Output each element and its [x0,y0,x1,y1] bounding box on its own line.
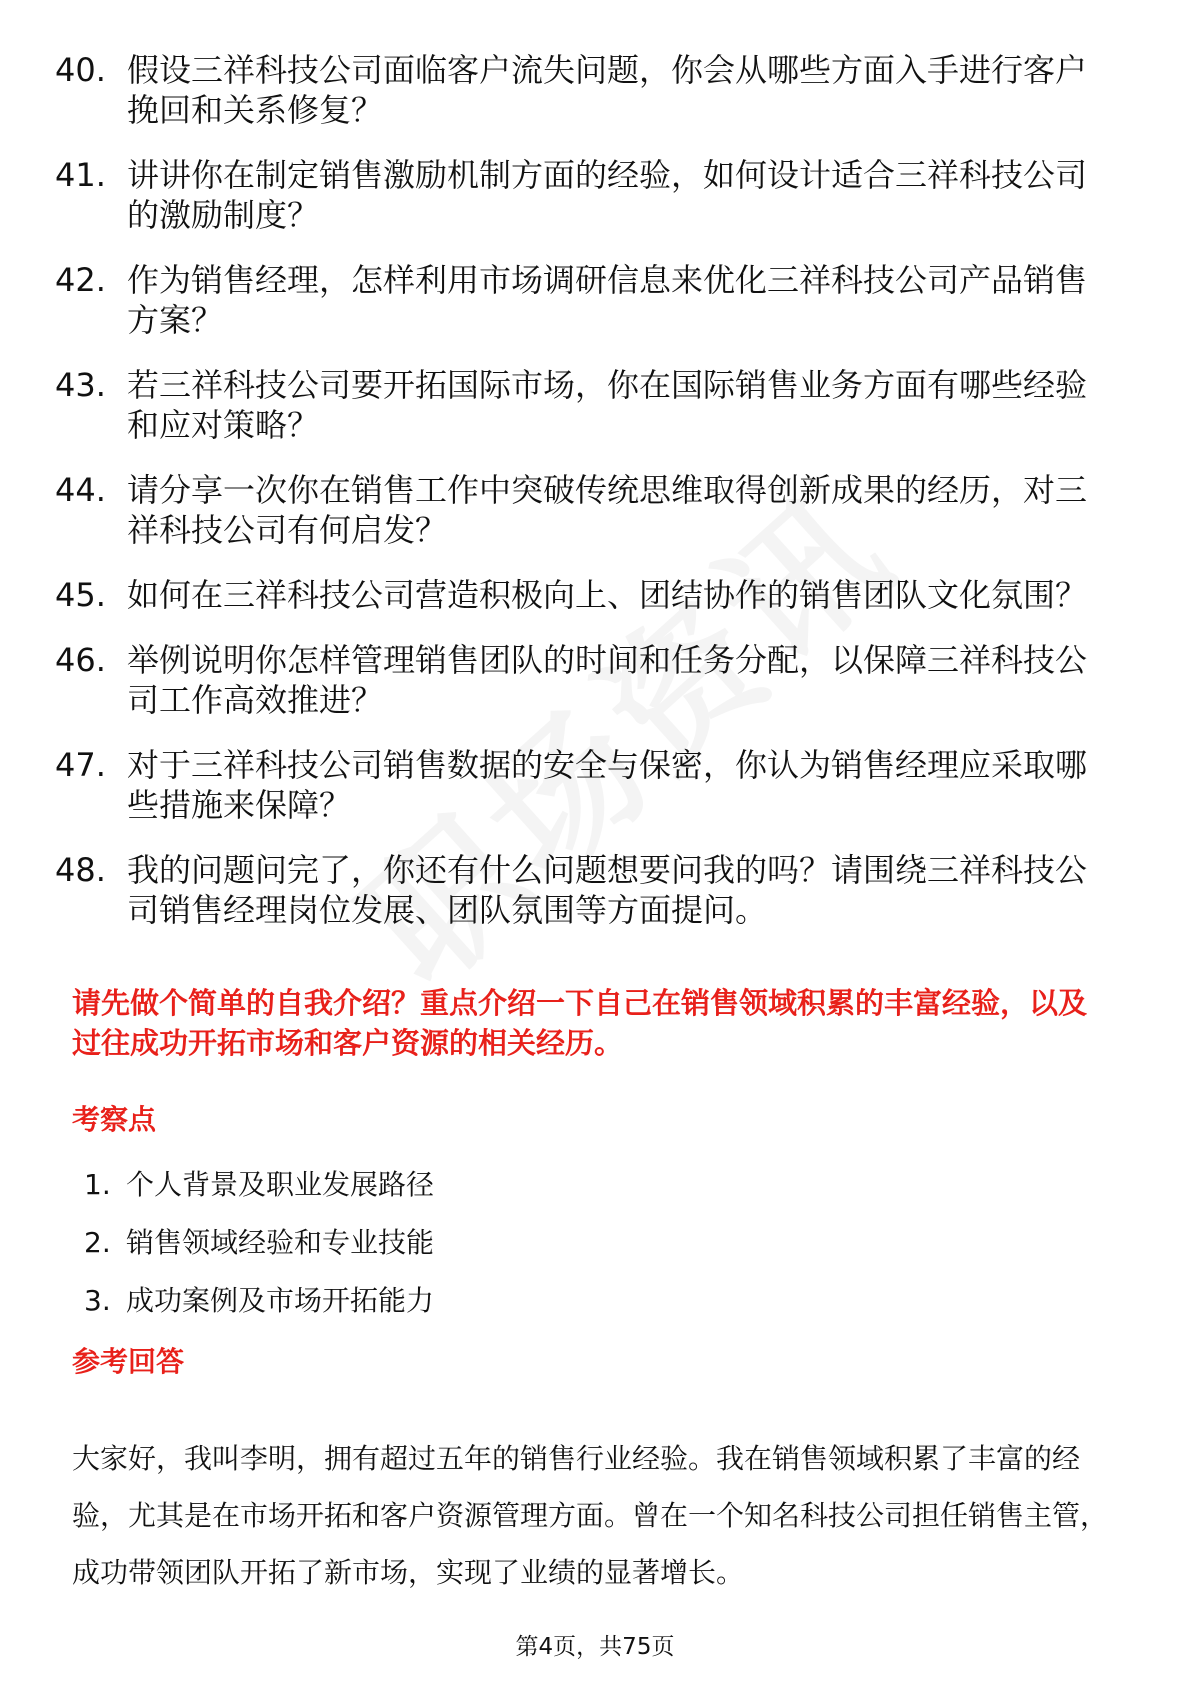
question-list [55,50,1115,955]
question-item [55,745,1115,825]
question-number: 42. [55,261,106,299]
question-item [55,850,1115,930]
question-item [55,640,1115,720]
question-item [55,155,1115,235]
point-number: 1. [84,1168,111,1201]
question-number: 47. [55,746,106,784]
question-number: 45. [55,576,106,614]
point-text: 个人背景及职业发展路径 [126,1168,435,1201]
question-text: 我的问题问完了，你还有什么问题想要问我的吗？请围绕三祥科技公司销售经理岗位发展、团队氛围等方面提问。 [127,851,1088,929]
question-item [55,50,1115,130]
reference-answer-text: 大家好，我叫李明，拥有超过五年的销售行业经验。我在销售领域积累了丰富的经验，尤其是在市场开拓和客户资源管理方面。曾在一个知名科技公司担任销售主管，成功带领团队开拓了新市场，实现了业绩的显著增长。 [72,1442,1109,1589]
question-number: 44. [55,471,106,509]
assessment-points-list [84,1165,434,1339]
question-number: 40. [55,51,106,89]
question-text: 举例说明你怎样管理销售团队的时间和任务分配，以保障三祥科技公司工作高效推进？ [127,641,1088,719]
question-item [55,365,1115,445]
question-text: 作为销售经理，怎样利用市场调研信息来优化三祥科技公司产品销售方案？ [127,261,1088,339]
assessment-heading: 考察点 [72,1103,157,1136]
assessment-point [84,1281,434,1321]
question-text: 请分享一次你在销售工作中突破传统思维取得创新成果的经历，对三祥科技公司有何启发？ [127,471,1088,549]
intro-question: 请先做个简单的自我介绍？重点介绍一下自己在销售领域积累的丰富经验，以及过往成功开拓市场和客户资源的相关经历。 [72,986,1088,1060]
question-item [55,260,1115,340]
assessment-point [84,1223,434,1263]
question-number: 41. [55,156,106,194]
question-text: 如何在三祥科技公司营造积极向上、团结协作的销售团队文化氛围？ [127,576,1088,614]
point-number: 3. [84,1284,111,1317]
question-text: 假设三祥科技公司面临客户流失问题，你会从哪些方面入手进行客户挽回和关系修复？ [127,51,1088,129]
question-text: 对于三祥科技公司销售数据的安全与保密，你认为销售经理应采取哪些措施来保障？ [127,746,1088,824]
question-text: 讲讲你在制定销售激励机制方面的经验，如何设计适合三祥科技公司的激励制度？ [127,156,1088,234]
page-footer: 第4页，共75页 [515,1634,675,1660]
point-number: 2. [84,1226,111,1259]
assessment-point [84,1165,434,1205]
question-text: 若三祥科技公司要开拓国际市场，你在国际销售业务方面有哪些经验和应对策略？ [127,366,1088,444]
point-text: 成功案例及市场开拓能力 [126,1284,435,1317]
question-number: 46. [55,641,106,679]
question-item [55,575,1115,615]
reference-answer-heading: 参考回答 [72,1345,185,1378]
question-number: 48. [55,851,106,889]
question-item [55,470,1115,550]
question-number: 43. [55,366,106,404]
point-text: 销售领域经验和专业技能 [126,1226,435,1259]
